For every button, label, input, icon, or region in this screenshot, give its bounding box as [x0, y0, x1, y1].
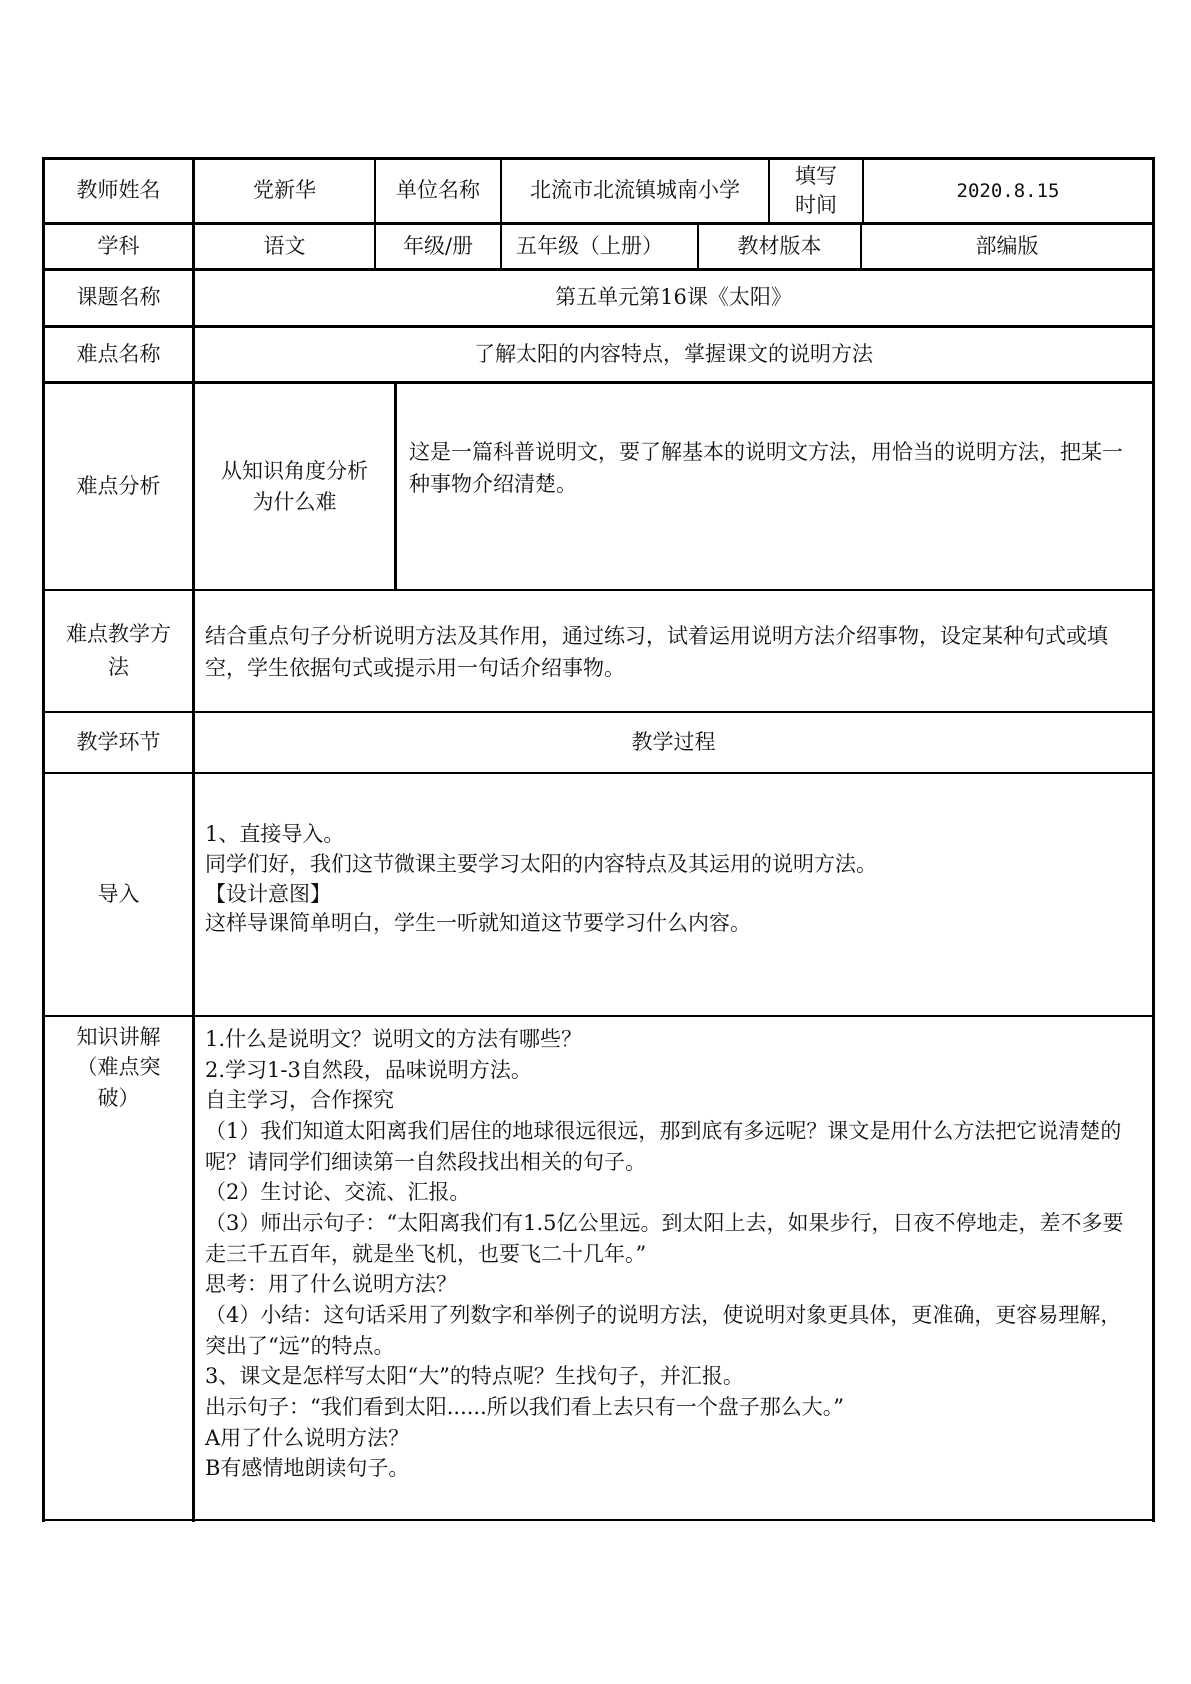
topic-label: 课题名称	[76, 285, 161, 310]
knowledge-content	[195, 1017, 1152, 1519]
knowledge-line: （2）生讨论、交流、汇报。	[205, 1180, 471, 1205]
knowledge-label-line2: （难点突	[76, 1055, 161, 1080]
difficulty-value: 了解太阳的内容特点，掌握课文的说明方法	[474, 341, 873, 366]
method-label-line2: 法	[108, 655, 129, 679]
analysis-label: 难点分析	[76, 473, 161, 498]
process-stage-label: 教学环节	[76, 729, 161, 754]
knowledge-line: 2.学习1-3自然段，品味说明方法。	[205, 1057, 532, 1082]
knowledge-line: （3）师出示句子：“太阳离我们有1.5亿公里远。到太阳上去，如果步行，日夜不停地走，差不多要走三千五百年，就是坐飞机，也要飞二十几年。”	[205, 1210, 1124, 1266]
unit-name-value: 北流市北流镇城南小学	[530, 178, 740, 203]
intro-line: 【设计意图】	[205, 881, 331, 906]
edition-label: 教材版本	[737, 233, 822, 258]
analysis-sub-label-line2: 为什么难	[252, 489, 337, 514]
subject-label: 学科	[97, 233, 140, 258]
fill-date-label-line2: 时间	[795, 193, 837, 217]
fill-date-label	[770, 160, 862, 222]
knowledge-line: 思考：用了什么说明方法？	[205, 1272, 457, 1297]
method-label-line1: 难点教学方	[66, 622, 171, 647]
table-border-right	[1152, 157, 1155, 1522]
knowledge-label-line3: 破）	[97, 1085, 140, 1110]
grade-value: 五年级（上册）	[516, 233, 663, 258]
knowledge-line: （4）小结：这句话采用了列数字和举例子的说明方法，使说明对象更具体，更准确，更容易理解，突出了“远”的特点。	[205, 1302, 1122, 1358]
intro-label: 导入	[97, 881, 140, 906]
process-label: 教学过程	[631, 729, 716, 754]
knowledge-line: B有感情地朗读句子。	[205, 1456, 410, 1481]
intro-content	[195, 774, 1152, 1015]
knowledge-label-line1: 知识讲解	[76, 1025, 161, 1049]
intro-line: 这样导课简单明白，学生一听就知道这节要学习什么内容。	[205, 911, 751, 936]
grade-label: 年级/册	[402, 233, 474, 258]
difficulty-label: 难点名称	[76, 341, 161, 366]
knowledge-line: 自主学习，合作探究	[205, 1088, 394, 1113]
method-label	[45, 591, 192, 711]
intro-line: 同学们好，我们这节微课主要学习太阳的内容特点及其运用的说明方法。	[205, 851, 877, 876]
subject-value: 语文	[263, 233, 306, 258]
analysis-sub-label	[195, 384, 394, 589]
knowledge-label	[45, 1017, 192, 1519]
teacher-name-value: 党新华	[253, 178, 316, 203]
knowledge-line: 出示句子：“我们看到太阳......所以我们看上去只有一个盘子那么大。”	[205, 1394, 845, 1419]
analysis-sub-label-line1: 从知识角度分析	[221, 459, 368, 484]
knowledge-line: （1）我们知道太阳离我们居住的地球很远很远，那到底有多远呢？课文是用什么方法把它说清楚的呢？请同学们细读第一自然段找出相关的句子。	[205, 1118, 1122, 1174]
fill-date-value: 2020.8.15	[956, 179, 1060, 202]
table-border-bottom	[42, 1519, 1155, 1521]
analysis-text: 这是一篇科普说明文，要了解基本的说明文方法，用恰当的说明方法，把某一种事物介绍清楚。	[409, 440, 1123, 496]
teacher-name-label: 教师姓名	[76, 178, 161, 203]
edition-value: 部编版	[975, 233, 1039, 258]
knowledge-line: 3、课文是怎样写太阳“大”的特点呢？生找句子，并汇报。	[205, 1364, 744, 1389]
knowledge-line: 1.什么是说明文？说明文的方法有哪些？	[205, 1027, 583, 1051]
topic-value: 第五单元第16课《太阳》	[555, 285, 792, 310]
intro-line: 1、直接导入。	[205, 822, 345, 846]
fill-date-label-line1: 填写	[795, 163, 837, 188]
knowledge-line: A用了什么说明方法？	[205, 1425, 410, 1450]
unit-name-label: 单位名称	[396, 178, 480, 203]
method-text: 结合重点句子分析说明方法及其作用，通过练习，试着运用说明方法介绍事物，设定某种句式或填空，学生依据句式或提示用一句话介绍事物。	[205, 624, 1108, 680]
